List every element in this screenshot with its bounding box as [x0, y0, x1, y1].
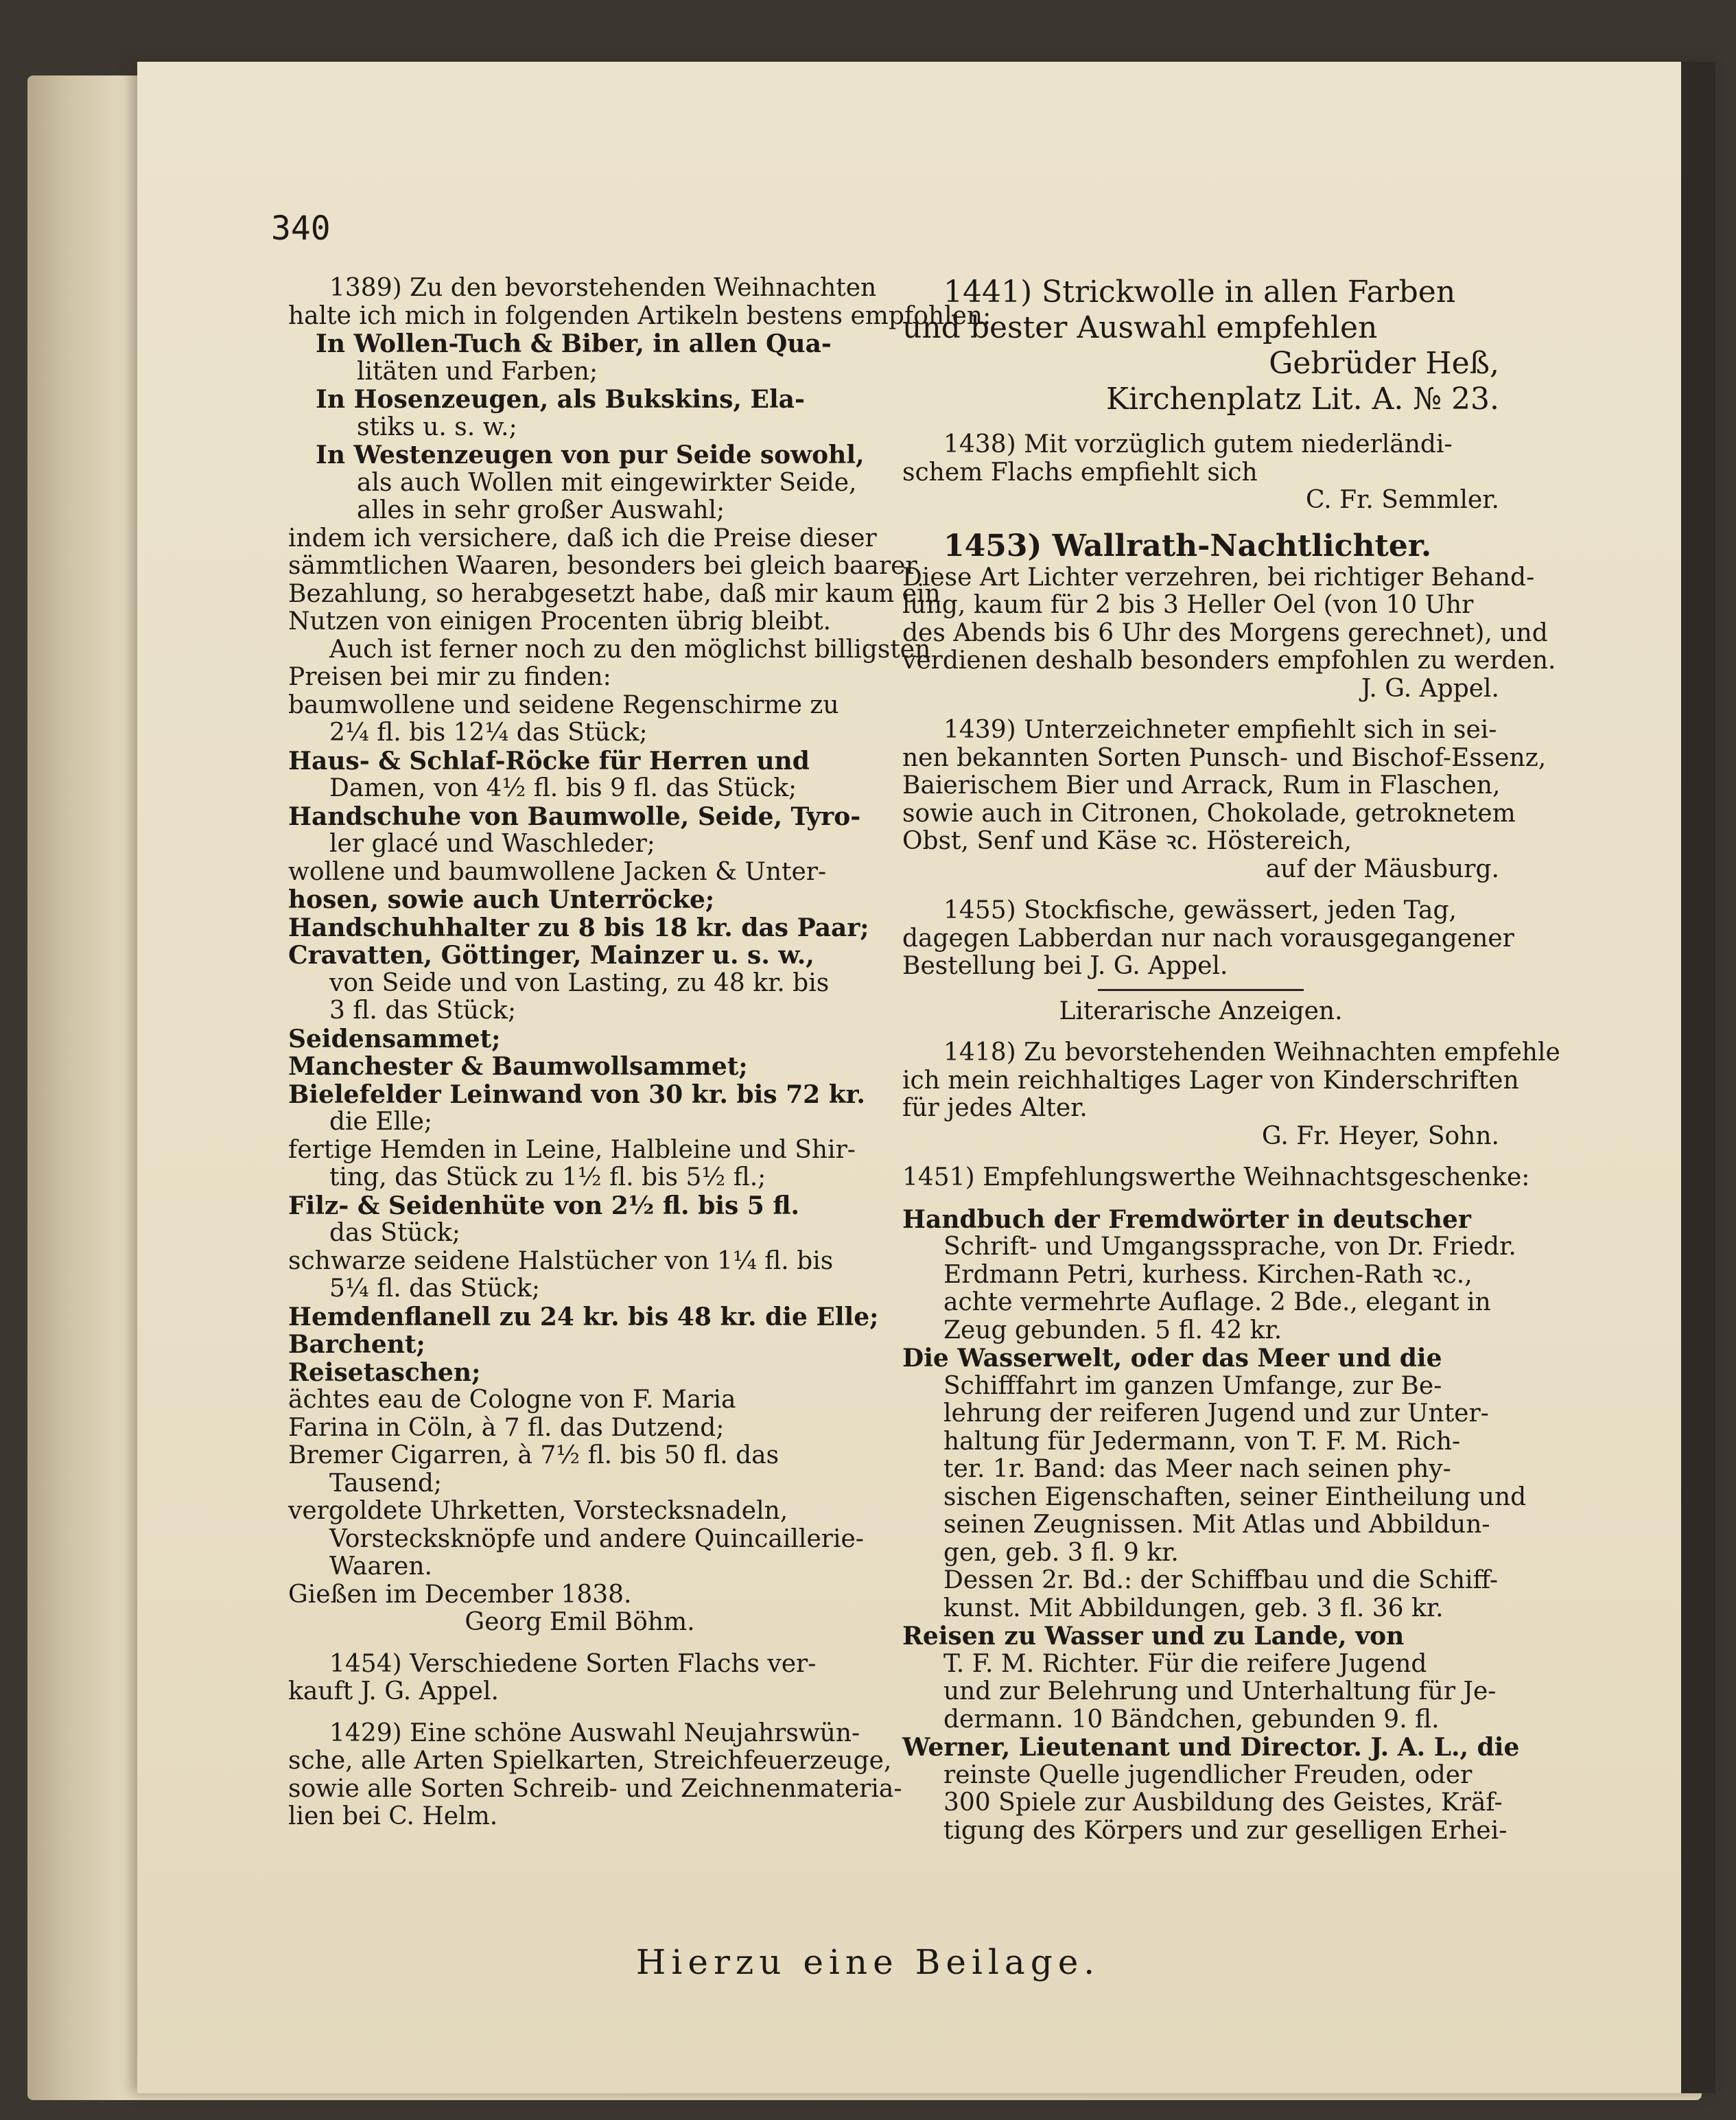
ad-1451-line: Schrift- und Umgangssprache, von Dr. Friedr. — [943, 1233, 1516, 1261]
ad-1418-line: für jedes Alter. — [902, 1094, 1088, 1122]
section-divider — [1098, 989, 1304, 991]
ad-1389-line: Barchent; — [288, 1330, 425, 1359]
ad-1451-line: Die Wasserwelt, oder das Meer und die — [902, 1344, 1442, 1373]
ad-1429-line: 1429) Eine schöne Auswahl Neujahrswün- — [329, 1719, 860, 1747]
ad-1389-line: Manchester & Baumwollsammet; — [288, 1052, 748, 1081]
ad-1389-line: von Seide und von Lasting, zu 48 kr. bis — [329, 968, 830, 997]
ad-1389-line: fertige Hemden in Leine, Halbleine und Shir- — [288, 1135, 856, 1164]
ad-1438-line: 1438) Mit vorzüglich gutem niederländi- — [943, 430, 1453, 458]
ad-1454-line: kauft J. G. Appel. — [288, 1677, 499, 1705]
ad-1389-line: ting, das Stück zu 1½ fl. bis 5½ fl.; — [329, 1163, 766, 1191]
ad-1451-line: kunst. Mit Abbildungen, geb. 3 fl. 36 kr. — [943, 1594, 1444, 1622]
ad-1389-line: indem ich versichere, daß ich die Preise dieser — [288, 524, 877, 552]
ad-1389-line: Seidensammet; — [288, 1024, 501, 1053]
ad-1441-signature: Gebrüder Heß, — [1269, 346, 1499, 381]
ad-1453-line: des Abends bis 6 Uhr des Morgens gerechnet), und — [902, 618, 1548, 647]
section-heading-literary: Literarische Anzeigen. — [1059, 997, 1343, 1025]
ad-1439-line: nen bekannten Sorten Punsch- und Bischof-Essenz, — [902, 743, 1547, 772]
ad-1438-line: schem Flachs empfiehlt sich — [902, 458, 1258, 487]
ad-1389-line: Bielefelder Leinwand von 30 kr. bis 72 kr. — [288, 1080, 865, 1109]
ad-1453-line: Diese Art Lichter verzehren, bei richtiger Behand- — [902, 563, 1535, 592]
ad-1438-signature: C. Fr. Semmler. — [1305, 486, 1499, 514]
ad-1451-line: T. F. M. Richter. Für die reifere Jugend — [943, 1649, 1427, 1678]
ad-1418-signature: G. Fr. Heyer, Sohn. — [1261, 1121, 1499, 1150]
ad-1455-line: 1455) Stockfische, gewässert, jeden Tag, — [943, 896, 1457, 924]
ad-1418-line: 1418) Zu bevorstehenden Weihnachten empfehle — [943, 1038, 1560, 1067]
ad-1429-line: lien bei C. Helm. — [288, 1802, 498, 1830]
ad-1451-line: dermann. 10 Bändchen, gebunden 9. fl. — [943, 1705, 1440, 1734]
ad-1451-line: Schifffahrt im ganzen Umfange, zur Be- — [943, 1371, 1442, 1400]
ad-1389-line: Vorstecksknöpfe und andere Quincaillerie- — [329, 1524, 864, 1553]
ad-1389-line: stiks u. s. w.; — [357, 412, 517, 441]
ad-1389-line: In Wollen-Tuch & Biber, in allen Qua- — [316, 329, 832, 358]
ad-1451-line: Dessen 2r. Bd.: der Schiffbau und die Schiff- — [943, 1566, 1498, 1594]
ad-1389-line: alles in sehr großer Auswahl; — [357, 496, 725, 524]
ad-1418-line: ich mein reichhaltiges Lager von Kinderschriften — [902, 1066, 1519, 1095]
ad-1429-line: sche, alle Arten Spielkarten, Streichfeuerzeuge, — [288, 1747, 892, 1775]
ad-1389-dateline: Gießen im December 1838. — [288, 1580, 632, 1609]
ad-1441-line: 1441) Strickwolle in allen Farben — [943, 275, 1456, 310]
ad-1389-line: Reisetaschen; — [288, 1358, 481, 1387]
left-column — [288, 274, 992, 1831]
ad-1389-line: vergoldete Uhrketten, Vorstecksnadeln, — [288, 1497, 788, 1525]
ad-1451-line: achte vermehrte Auflage. 2 Bde., elegant in — [943, 1288, 1491, 1316]
ad-1389-line: Handschuhe von Baumwolle, Seide, Tyro- — [288, 802, 861, 831]
ad-1389-line: 5¼ fl. das Stück; — [329, 1274, 540, 1303]
ad-1389-line: Auch ist ferner noch zu den möglichst billigsten — [329, 635, 931, 664]
ad-1439-signature: auf der Mäusburg. — [1265, 854, 1499, 883]
ad-1454-line: 1454) Verschiedene Sorten Flachs ver- — [329, 1649, 817, 1678]
ad-1389-signature: Georg Emil Böhm. — [465, 1608, 695, 1636]
ad-1429-line: sowie alle Sorten Schreib- und Zeichnenmateria- — [288, 1774, 902, 1803]
ad-1389-line: das Stück; — [329, 1219, 460, 1247]
ad-1451-line: ter. 1r. Band: das Meer nach seinen phy- — [943, 1455, 1451, 1483]
page-number: 340 — [271, 209, 331, 248]
ad-1389-line: Hemdenflanell zu 24 kr. bis 48 kr. die Elle; — [288, 1302, 879, 1331]
ad-1455-line: Bestellung bei J. G. Appel. — [902, 952, 1228, 980]
ad-1451-line: tigung des Körpers und zur geselligen Erhei- — [943, 1816, 1508, 1845]
ad-1439-line: Baierischem Bier und Arrack, Rum in Flaschen, — [902, 771, 1501, 800]
ad-1389-line: Filz- & Seidenhüte von 2½ fl. bis 5 fl. — [288, 1191, 800, 1220]
ad-1439-line: 1439) Unterzeichneter empfiehlt sich in sei- — [943, 716, 1497, 744]
right-column — [902, 275, 1560, 1845]
ad-1389-line: 2¼ fl. bis 12¼ das Stück; — [329, 719, 648, 747]
ad-1389-line: In Westenzeugen von pur Seide sowohl, — [316, 441, 865, 469]
ad-1389-line: baumwollene und seidene Regenschirme zu — [288, 690, 839, 719]
ad-1441-line: und bester Auswahl empfehlen — [902, 310, 1378, 345]
ad-1389-line: wollene und baumwollene Jacken & Unter- — [288, 857, 827, 886]
ad-1451-line: Zeug gebunden. 5 fl. 42 kr. — [943, 1316, 1282, 1344]
ad-1389-line: 3 fl. das Stück; — [329, 997, 517, 1025]
ad-1451-line: seinen Zeugnissen. Mit Atlas und Abbildun- — [943, 1511, 1490, 1539]
ad-1451-line: gen, geb. 3 fl. 9 kr. — [943, 1538, 1179, 1567]
ad-1389-line: Cravatten, Göttinger, Mainzer u. s. w., — [288, 941, 814, 970]
page-footer: Hierzu eine Beilage. — [635, 1942, 1101, 1982]
ad-1389-line: Preisen bei mir zu finden: — [288, 663, 611, 691]
ad-1389-line: die Elle; — [329, 1108, 433, 1136]
ad-1451-line: sischen Eigenschaften, seiner Eintheilung und — [943, 1482, 1527, 1511]
ad-1439-line: Obst, Senf und Käse ꝛc. Höstereich, — [902, 827, 1352, 855]
ad-1441-address: Kirchenplatz Lit. A. № 23. — [1106, 382, 1499, 417]
ad-1389-line: Farina in Cöln, à 7 fl. das Dutzend; — [288, 1413, 725, 1442]
ad-1451-line: Werner, Lieutenant und Director. J. A. L., die — [902, 1733, 1520, 1762]
ad-1451-line: lehrung der reiferen Jugend und zur Unter- — [943, 1399, 1489, 1428]
ad-1451-line: Handbuch der Fremdwörter in deutscher — [902, 1204, 1471, 1234]
ad-1453-line: lung, kaum für 2 bis 3 Heller Oel (von 10 Uhr — [902, 591, 1474, 619]
ad-1389-line: halte ich mich in folgenden Artikeln bestens empfohlen: — [288, 301, 992, 330]
ad-1451-line: und zur Belehrung und Unterhaltung für Je- — [943, 1677, 1497, 1705]
ad-1389-line: hosen, sowie auch Unterröcke; — [288, 885, 715, 914]
ad-1451-heading: 1451) Empfehlungswerthe Weihnachtsgeschenke: — [902, 1163, 1530, 1191]
ad-1389-line: als auch Wollen mit eingewirkter Seide, — [357, 468, 857, 497]
ad-1451-line: Reisen zu Wasser und zu Lande, von — [902, 1622, 1405, 1651]
ad-1389-line: Bremer Cigarren, à 7½ fl. bis 50 fl. das — [288, 1441, 779, 1469]
ad-1389-line: Handschuhhalter zu 8 bis 18 kr. das Paar; — [288, 913, 869, 942]
ad-1451-line: haltung für Jedermann, von T. F. M. Rich- — [943, 1427, 1461, 1456]
ad-1389-line: Nutzen von einigen Procenten übrig bleibt. — [288, 607, 832, 636]
ad-1389-line: Bezahlung, so herabgesetzt habe, daß mir kaum ein — [288, 579, 941, 608]
ad-1389-line: ächtes eau de Cologne von F. Maria — [288, 1386, 736, 1414]
ad-1389-line: Damen, von 4½ fl. bis 9 fl. das Stück; — [329, 774, 797, 802]
ad-1389-line: Waaren. — [329, 1552, 432, 1581]
ad-1389-line: Haus- & Schlaf-Röcke für Herren und — [288, 746, 810, 776]
ad-1453-signature: J. G. Appel. — [1361, 674, 1499, 703]
ad-1389-line: ler glacé und Waschleder; — [329, 830, 655, 858]
ad-1455-line: dagegen Labberdan nur nach vorausgegangener — [902, 924, 1514, 953]
ad-1439-line: sowie auch in Citronen, Chokolade, getroknetem — [902, 799, 1516, 828]
ad-1389-line: In Hosenzeugen, als Bukskins, Ela- — [316, 385, 805, 414]
ad-1451-line: 300 Spiele zur Ausbildung des Geistes, Kräf- — [943, 1789, 1503, 1817]
ad-1389-line: schwarze seidene Halstücher von 1¼ fl. bis — [288, 1246, 834, 1275]
ad-1389-line: 1389) Zu den bevorstehenden Weihnachten — [329, 274, 877, 302]
page-edge-shadow — [1681, 62, 1715, 2093]
ad-1389-line: litäten und Farben; — [357, 357, 598, 386]
ad-1451-line: Erdmann Petri, kurhess. Kirchen-Rath ꝛc., — [943, 1260, 1473, 1289]
ad-1453-line: verdienen deshalb besonders empfohlen zu werden. — [902, 647, 1556, 675]
ad-1453-heading: 1453) Wallrath-Nachtlichter. — [943, 528, 1432, 563]
ad-1389-line: sämmtlichen Waaren, besonders bei gleich baarer — [288, 552, 917, 580]
ad-1389-line: Tausend; — [329, 1469, 443, 1498]
ad-1451-line: reinste Quelle jugendlicher Freuden, oder — [943, 1760, 1473, 1789]
